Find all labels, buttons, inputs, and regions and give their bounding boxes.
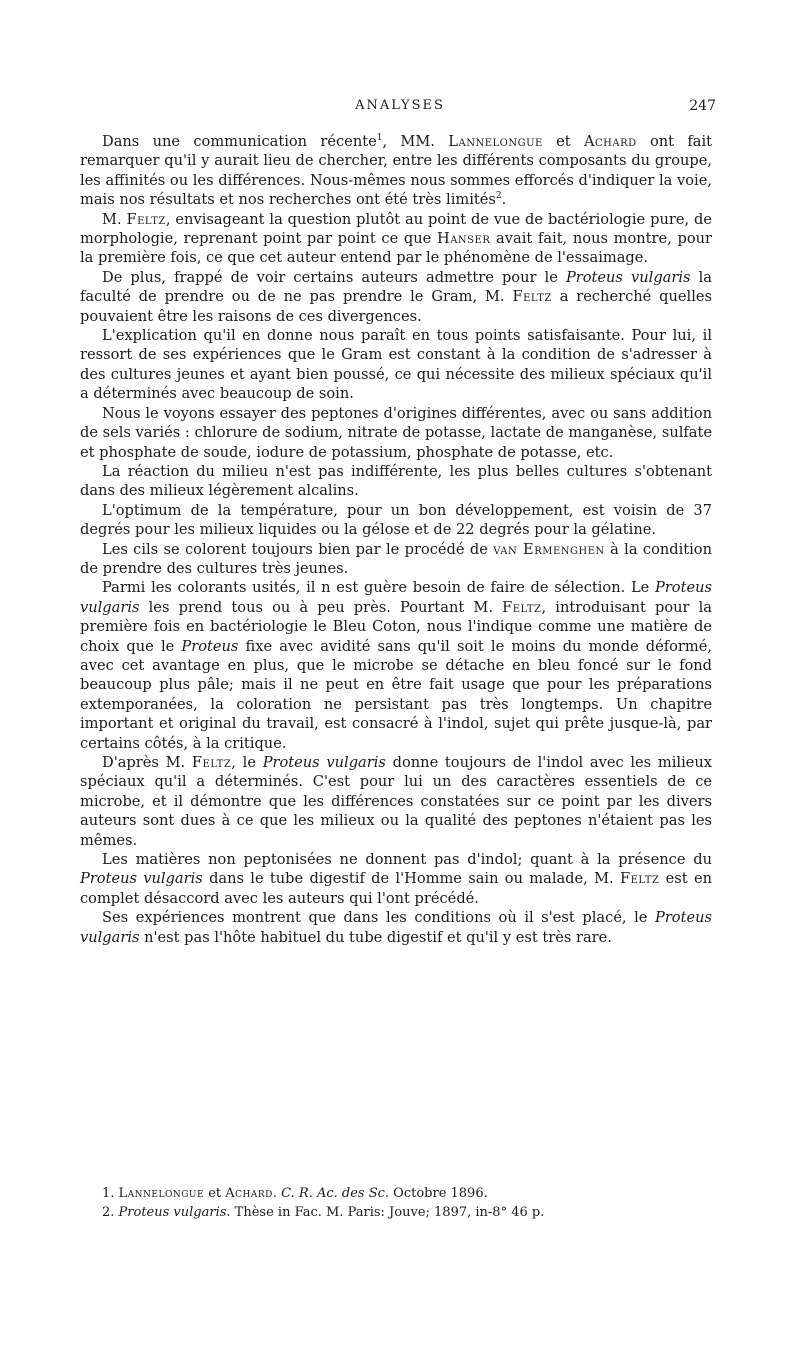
styled-text: Proteus vulgaris [80,870,203,888]
paragraph [80,753,712,850]
styled-text: Feltz [126,210,166,228]
text-run: . Thèse in Fac. M. Paris: Jouve; 1897, in-8° 46 p. [226,1205,545,1220]
text-run: D'après M. [102,754,192,771]
paragraph [80,540,712,579]
text-run: et [542,133,584,150]
text-run: a recherché quelles pouvaient être les raisons de ces divergences. [80,288,712,325]
running-header [0,98,800,118]
page-number: 247 [689,98,716,114]
paragraph [80,850,712,908]
styled-text: Proteus vulgaris [80,909,712,946]
text-run: Dans une communication récente [102,133,377,150]
text-run: ont fait remarquer qu'il y aurait lieu de chercher, entre les différents composants du groupe, les affinités ou les différences. Nous-mêmes nous sommes efforcés d'indiquer la voie, mais nos résultats et nos recherches ont été très limités [80,133,712,209]
text-run: , MM. [382,133,449,150]
text-run: avait fait, nous montre, pour la première fois, ce que cet auteur entend par le phénomène de l'essaimage. [80,230,712,267]
styled-text: Feltz [619,870,660,888]
text-run: et [204,1186,226,1201]
footnote-ref: 2 [495,191,502,202]
styled-text: Feltz [512,288,552,306]
styled-text: Proteus vulgaris [262,754,386,771]
text-run: Les cils se colorent toujours bien par le procédé de [102,540,494,558]
text-run: donne toujours de l'indol avec les milieux spéciaux qu'il a déterminés. C'est pour lui un des caractères essentiels de ce microbe, et il démontre que les différences constatées sur ce point par les divers auteurs sont dues à ce que les milieux ou la qualité des peptones n'étaient pas les mêmes. [80,754,712,849]
styled-text: Feltz [191,754,232,771]
styled-text: van Ermenghen [493,540,605,558]
text-run: , envisageant la question plutôt au point de vue de bactériologie pure, de morphologie, reprenant point par point ce que [80,210,712,248]
text-run: L'optimum de la température, pour un bon développement, est voisin de 37 degrés pour les milieux liquides ou la gélose et de 22 degrés pour la gélatine. [80,501,712,539]
text-run: Parmi les colorants usités, il n est guère besoin de faire de sélection. Le [102,579,656,597]
paragraph [80,501,712,540]
paragraph [80,268,712,326]
text-run: Nous le voyons essayer des peptones d'origines différentes, avec ou sans addition de sels variés : chlorure de sodium, nitrate de potasse, lactate de manganèse, sulfate et phosphate de soude, iodure de potassium, phosphate de potasse, etc. [80,404,712,461]
body-text [80,132,712,947]
paragraph [80,578,712,753]
footnote-ref: 1 [376,133,383,144]
styled-text: Lannelongue [448,133,543,150]
text-run: Octobre 1896. [389,1186,488,1201]
text-run: 1. [102,1186,119,1201]
styled-text: Proteus vulgaris [565,268,691,286]
styled-text: Proteus [181,637,239,655]
text-run: les prend tous ou à peu près. Pourtant M. [139,598,503,616]
paragraph [80,326,712,404]
text-run: , introduisant pour la première fois en bactériologie le Bleu Coton, nous l'indique comme une matière de choix que le [80,598,712,655]
text-run: fixe avec avidité sans qu'il soit le moins du monde déformé, avec cet avantage en plus, que le microbe se détache en bleu foncé sur le fond beaucoup plus pâle; mais il ne peut en être fait usage que pour les préparations extemporanées, la coloration ne persistant pas très longtemps. Un chapitre important et original du travail, est consacré à l'indol, sujet qui prête jusque-là, par certains côtés, à la critique. [80,637,713,752]
text-run: . [501,191,507,209]
styled-text: Hanser [436,230,491,248]
paragraph [80,462,712,501]
text-run: Les matières non peptonisées ne donnent pas d'indol; quant à la présence du [102,851,712,869]
footnote [80,1203,712,1222]
running-title: ANALYSES [355,98,445,113]
styled-text: Achard [583,133,637,150]
text-run: n'est pas l'hôte habituel du tube digestif et qu'il y est très rare. [139,928,612,946]
text-run: 2. [102,1205,119,1220]
styled-text: Feltz [502,598,542,616]
text-run: à la condition de prendre des cultures très jeunes. [80,540,712,577]
paragraph [80,210,712,268]
text-run: L'explication qu'il en donne nous paraît en tous points satisfaisante. Pour lui, il ressort de ses expériences que le Gram est constant à la condition de s'adresser à des cultures jeunes et ayant bien poussé, ce qui nécessite des milieux spéciaux qu'il a déterminés avec beaucoup de soin. [80,327,712,403]
text-run: . [272,1186,282,1201]
text-run: , le [231,754,263,771]
text-run: est en complet désaccord avec les auteurs qui l'ont précédé. [80,870,712,907]
text-run: la faculté de prendre ou de ne pas prendre le Gram, M. [80,268,712,306]
styled-text: C. R. Ac. des Sc. [281,1186,390,1201]
text-run: M. [102,210,127,228]
text-run: La réaction du milieu n'est pas indifférente, les plus belles cultures s'obtenant dans des milieux légèrement alcalins. [80,462,712,500]
styled-text: Lannelongue [118,1186,205,1201]
text-run: Ses expériences montrent que dans les conditions où il s'est placé, le [102,909,656,927]
paragraph [80,404,712,462]
text-run: De plus, frappé de voir certains auteurs admettre pour le [102,268,566,286]
styled-text: Proteus vulgaris [80,579,712,616]
footnote [80,1184,712,1203]
styled-text: Achard [225,1186,273,1201]
footnotes [80,1184,712,1222]
text-run: dans le tube digestif de l'Homme sain ou malade, M. [202,870,620,888]
styled-text: Proteus vulgaris [118,1205,227,1220]
paragraph [80,908,712,947]
paragraph [80,132,712,210]
